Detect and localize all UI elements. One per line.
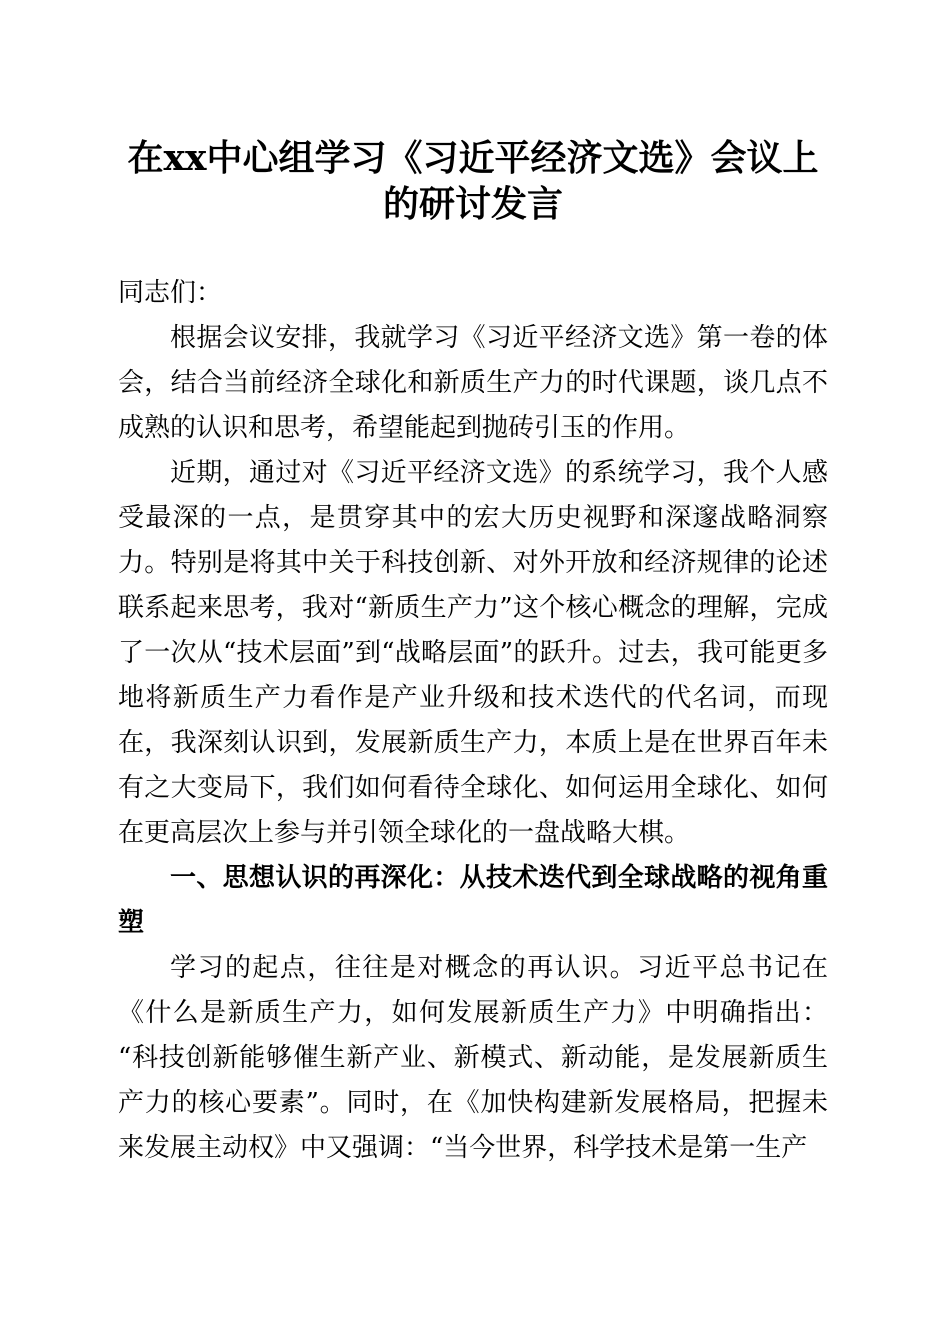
text-column [118, 135, 828, 1171]
salutation: 同志们： [118, 278, 223, 308]
paragraph-section-1-body: 学习的起点，往往是对概念的再认识。习近平总书记在《什么是新质生产力，如何发展新质生产力》中明确指出：“科技创新能够催生新产业、新模式、新动能，是发展新质生产力的核心要素”。同时，在《加快构建新发展格局，把握未来发展主动权》中又强调：“当今世界，科学技术是第一生产 [118, 953, 828, 1163]
document-title: 在xx中心组学习《习近平经济文选》会议上的研讨发言 [127, 137, 819, 225]
section-heading-1: 一、思想认识的再深化：从技术迭代到全球战略的视角重塑 [118, 863, 828, 938]
paragraph-intro: 根据会议安排，我就学习《习近平经济文选》第一卷的体会，结合当前经济全球化和新质生产力的时代课题，谈几点不成熟的认识和思考，希望能起到抛砖引玉的作用。 [118, 323, 828, 443]
paragraph-overall-reflection: 近期，通过对《习近平经济文选》的系统学习，我个人感受最深的一点，是贯穿其中的宏大历史视野和深邃战略洞察力。特别是将其中关于科技创新、对外开放和经济规律的论述联系起来思考，我对“新质生产力”这个核心概念的理解，完成了一次从“技术层面”到“战略层面”的跃升。过去，我可能更多地将新质生产力看作是产业升级和技术迭代的代名词，而现在，我深刻认识到，发展新质生产力，本质上是在世界百年未有之大变局下，我们如何看待全球化、如何运用全球化、如何在更高层次上参与并引领全球化的一盘战略大棋。 [118, 458, 828, 848]
